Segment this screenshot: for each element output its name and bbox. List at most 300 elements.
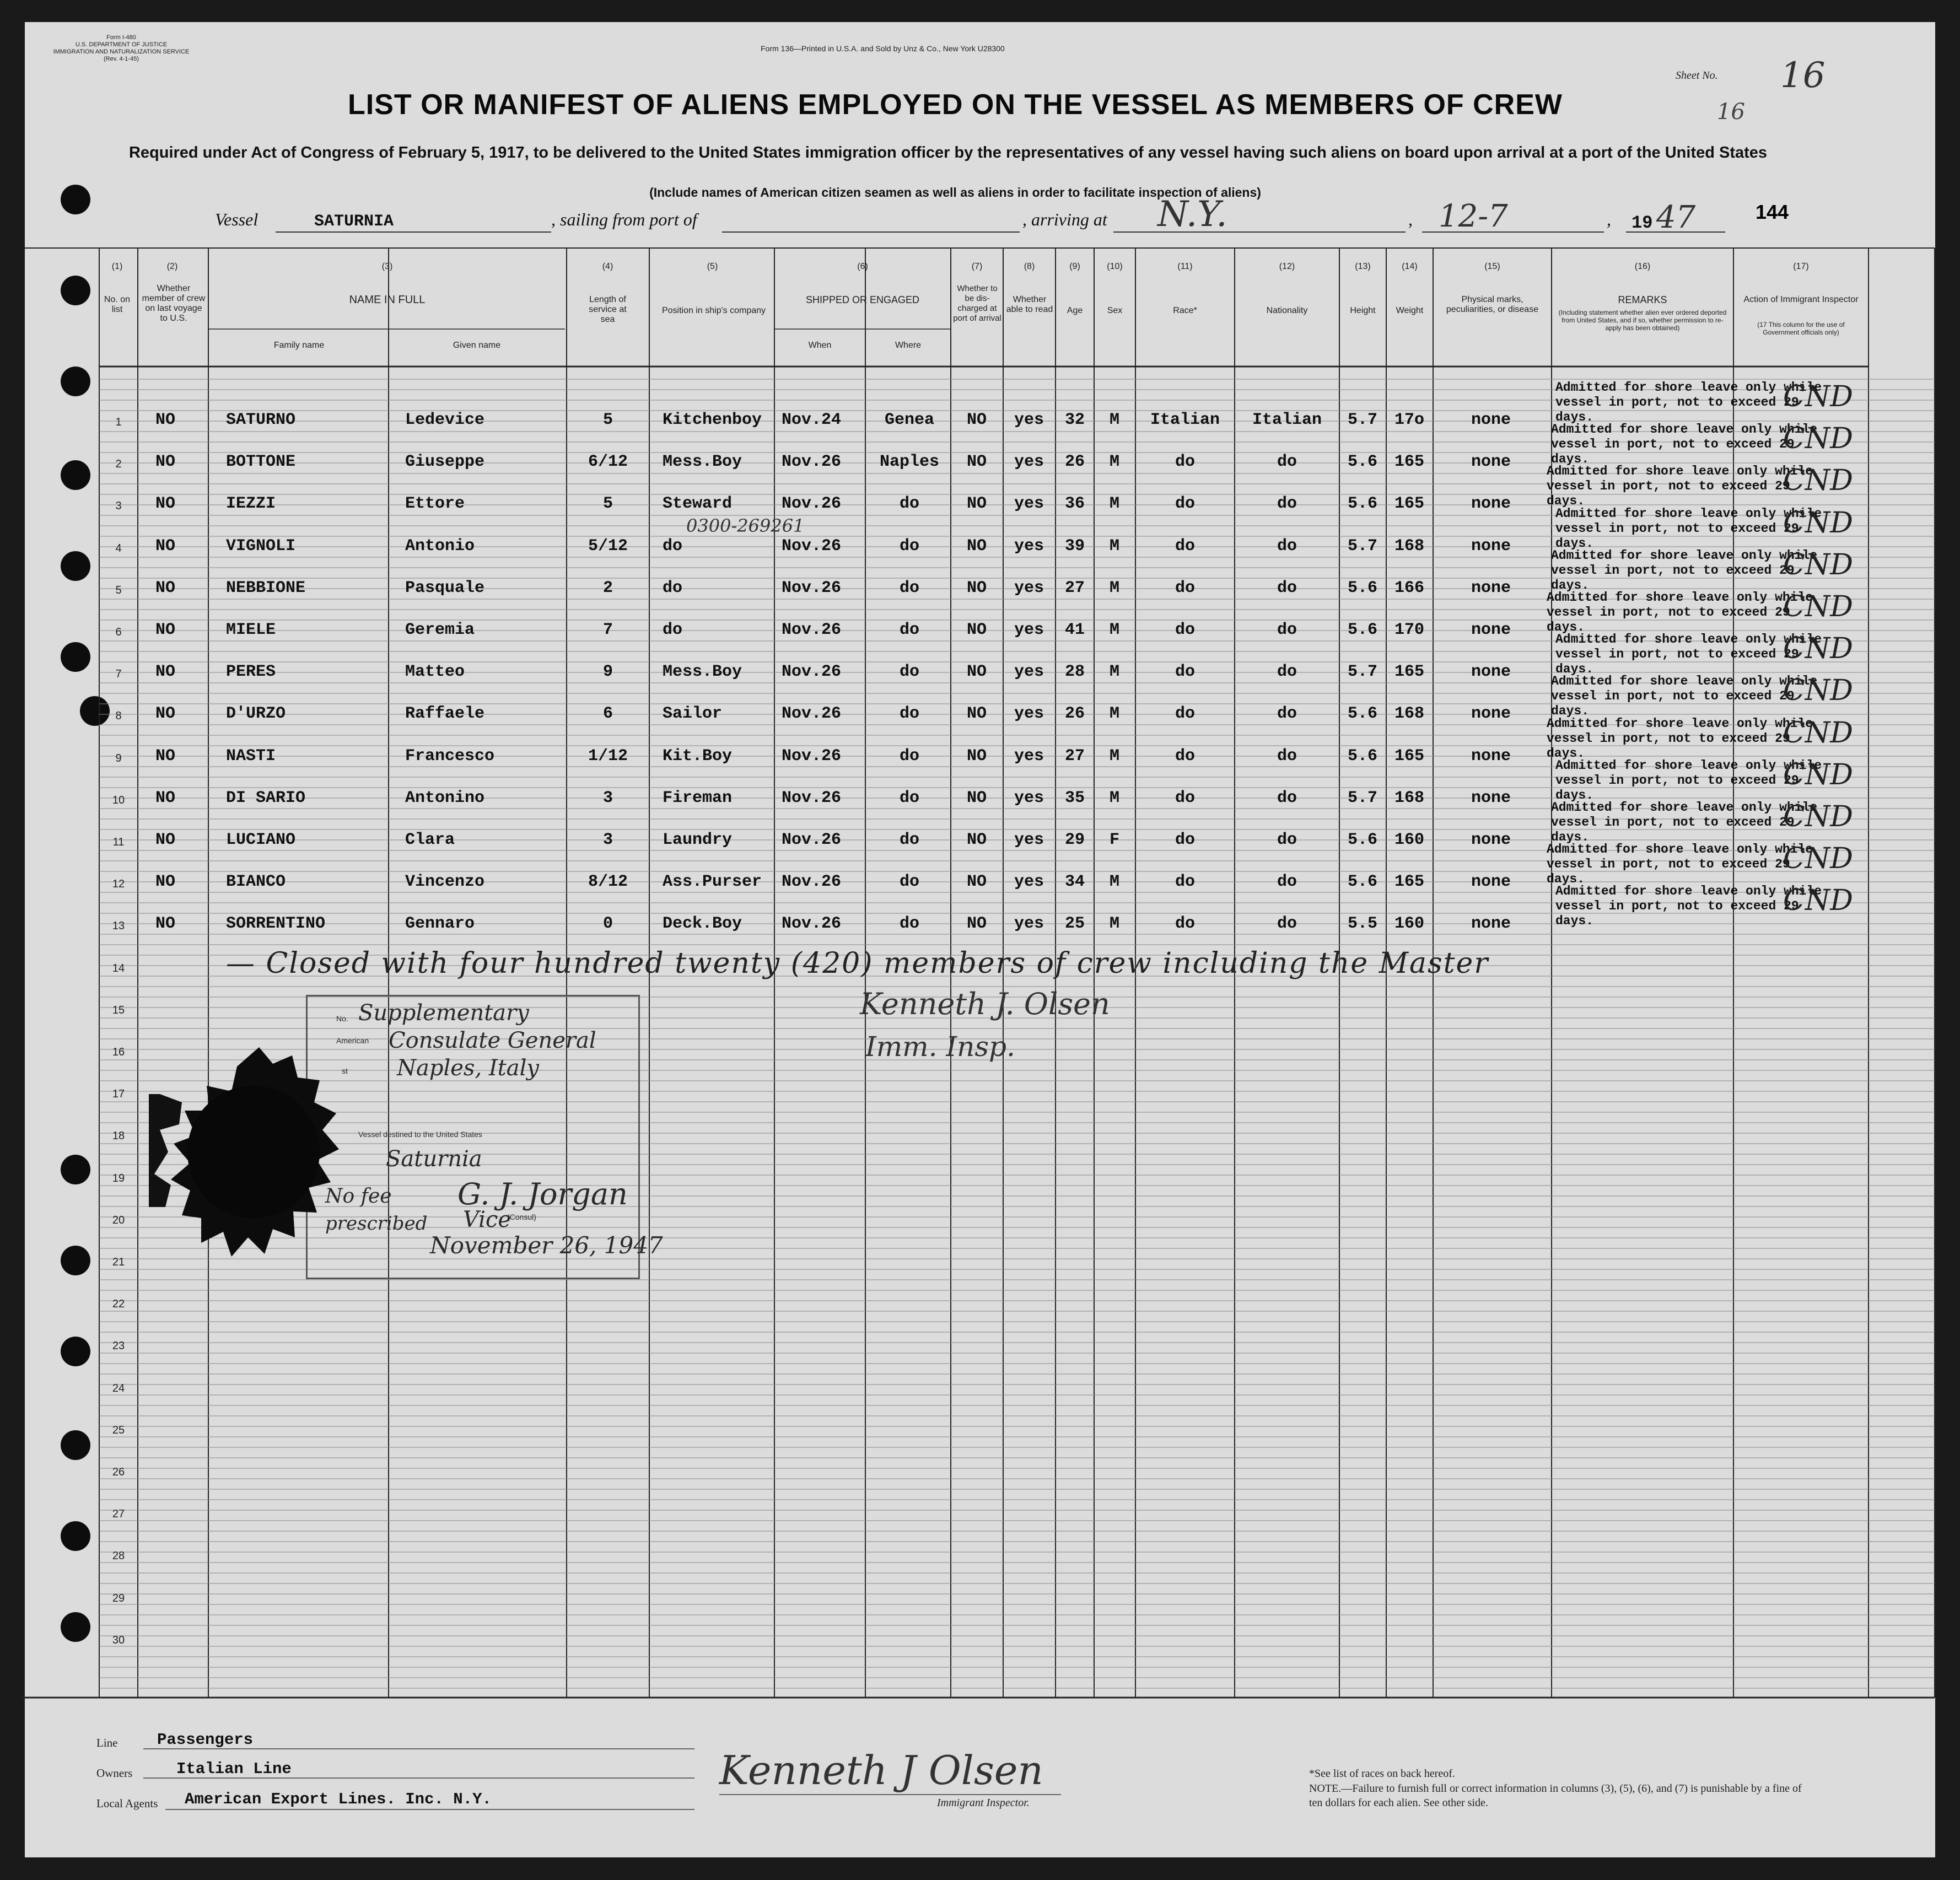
cell-position: Kit.Boy (663, 746, 733, 766)
cell-nationality: do (1277, 746, 1297, 766)
cell-weight: 165 (1394, 453, 1424, 472)
cell-crew: NO (155, 662, 175, 682)
cell-position: do (663, 536, 683, 556)
cell-family: DI SARIO (226, 788, 306, 807)
cell-race: do (1175, 494, 1195, 514)
cell-when: Nov.26 (782, 621, 842, 639)
col-num-15: (15) (1484, 262, 1500, 271)
sailing-label: , sailing from port of (551, 209, 697, 229)
cell-race: do (1175, 831, 1195, 849)
cell-height: 5.7 (1347, 536, 1377, 556)
cell-discharge: NO (966, 578, 987, 597)
cell-discharge: NO (966, 872, 987, 892)
footer-line-label: Line (96, 1736, 118, 1749)
stamp-small-st: st (342, 1066, 348, 1075)
cell-remarks: Admitted for shore leave only while vessel in port, not to exceed 29 days. (1547, 464, 1813, 509)
cell-when: Nov.26 (782, 831, 842, 849)
cell-read: yes (1014, 704, 1044, 724)
cell-discharge: NO (966, 494, 987, 514)
cell-sex: M (1109, 704, 1119, 724)
cell-height: 5.7 (1347, 788, 1377, 807)
cell-height: 5.6 (1347, 831, 1377, 849)
cell-discharge: NO (966, 621, 987, 639)
cell-discharge: NO (966, 831, 987, 849)
cell-remarks: Admitted for shore leave only while vessel in port, not to exceed 29 days. (1547, 590, 1813, 634)
row-number: 3 (115, 500, 122, 513)
cell-height: 5.7 (1347, 411, 1377, 429)
cell-race: do (1175, 536, 1195, 556)
cell-given: Antonio (405, 536, 475, 556)
cell-where: Genea (884, 411, 934, 429)
cell-weight: 170 (1394, 621, 1424, 639)
cell-crew: NO (155, 914, 175, 934)
cell-where: do (899, 914, 919, 934)
cell-read: yes (1014, 914, 1044, 934)
cell-height: 5.6 (1347, 704, 1377, 724)
cell-nationality: do (1277, 621, 1297, 639)
cell-when: Nov.26 (782, 914, 842, 934)
cell-nationality: Italian (1252, 411, 1322, 429)
cell-where: do (899, 704, 919, 724)
stamp-small-american: American (336, 1036, 369, 1045)
cell-remarks: Admitted for shore leave only while vessel in port, not to exceed 29 days. (1547, 842, 1813, 887)
col-header-height: Height (1350, 306, 1376, 315)
col-header-when: When (808, 341, 832, 350)
col-num-13: (13) (1355, 262, 1371, 271)
row-number: 9 (115, 752, 122, 764)
cell-crew: NO (155, 411, 175, 429)
year-prefix: 19 (1631, 213, 1653, 233)
cell-height: 5.6 (1347, 453, 1377, 472)
cell-crew: NO (155, 453, 175, 472)
row-number: 15 (112, 1004, 125, 1016)
row-number: 2 (115, 458, 122, 471)
sheet-label: Sheet No. (1676, 69, 1718, 82)
cell-service: 1/12 (588, 746, 628, 766)
col-num-3: (3) (381, 262, 393, 271)
cell-remarks: Admitted for shore leave only while vessel in port, not to exceed 29 days. (1555, 506, 1822, 551)
cell-family: SATURNO (226, 411, 296, 429)
cell-given: Raffaele (405, 704, 485, 724)
cell-position: Mess.Boy (663, 662, 742, 682)
arriving-port: N.Y. (1157, 194, 1227, 235)
row-number: 20 (112, 1214, 125, 1226)
col-num-1: (1) (111, 262, 123, 271)
col-num-12: (12) (1279, 262, 1295, 271)
footer-agents-value: American Export Lines. Inc. N.Y. (185, 1790, 492, 1808)
cell-race: do (1175, 872, 1195, 892)
footer-owners-label: Owners (96, 1766, 133, 1780)
col-header-shipped: SHIPPED OR ENGAGED (805, 294, 920, 305)
cell-marks: none (1471, 914, 1511, 934)
cell-given: Antonino (405, 788, 485, 807)
cell-where: do (899, 578, 919, 597)
cell-weight: 168 (1394, 788, 1424, 807)
cell-nationality: do (1277, 453, 1297, 472)
cell-action-initials: CND (1783, 590, 1853, 623)
cell-nationality: do (1277, 788, 1297, 807)
cell-service: 6 (602, 704, 613, 724)
cell-weight: 168 (1394, 704, 1424, 724)
cell-nationality: do (1277, 831, 1297, 849)
col-num-11: (11) (1177, 262, 1193, 271)
cell-remarks: Admitted for shore leave only while vessel in port, not to exceed 29 days. (1555, 884, 1822, 929)
col-header-remarks: REMARKS (1618, 294, 1667, 305)
cell-service: 6/12 (588, 453, 628, 472)
cell-crew: NO (155, 746, 175, 766)
inspector-signature: Kenneth J. Olsen (860, 987, 1110, 1021)
cell-height: 5.6 (1347, 578, 1377, 597)
col-header-no: No. on list (104, 295, 131, 314)
cell-weight: 168 (1394, 536, 1424, 556)
cell-service: 2 (602, 578, 613, 597)
cell-read: yes (1014, 831, 1044, 849)
cell-when: Nov.26 (782, 536, 842, 556)
cell-position: do (663, 578, 683, 597)
stamp-number: 144 (1756, 201, 1789, 223)
wax-seal (149, 1042, 347, 1284)
cell-crew: NO (155, 872, 175, 892)
footer-signature: Kenneth J Olsen (719, 1747, 1043, 1793)
cell-given: Francesco (405, 746, 495, 766)
cell-nationality: do (1277, 494, 1297, 514)
stamp-city: Naples, Italy (397, 1055, 539, 1081)
cell-given: Ledevice (405, 411, 485, 429)
cell-family: NASTI (226, 746, 276, 766)
stamp-vice: Vice (463, 1207, 511, 1232)
cell-age: 39 (1064, 536, 1085, 556)
cell-action-initials: CND (1783, 464, 1853, 498)
cell-sex: M (1109, 494, 1119, 514)
cell-weight: 165 (1394, 662, 1424, 682)
cell-age: 27 (1064, 578, 1085, 597)
penalty-note: NOTE.—Failure to furnish full or correct information in columns (3), (5), (6), and (7) is punishable by a fine of ten dollars for each alien. See other side. (1309, 1782, 1802, 1809)
cell-sex: F (1109, 831, 1119, 849)
row-number: 23 (112, 1340, 125, 1353)
cell-marks: none (1471, 578, 1511, 597)
cell-family: MIELE (226, 621, 276, 639)
year-suffix: 47 (1656, 200, 1696, 235)
cell-where: do (899, 662, 919, 682)
col-header-remarks-sub: (Including statement whether alien ever ordered deported from United States, and if so, whether permission to re-apply has been obtained) (1558, 309, 1727, 332)
cell-where: do (899, 788, 919, 807)
cell-age: 26 (1064, 453, 1085, 472)
cell-position: Deck.Boy (663, 914, 742, 934)
cell-action-initials: CND (1783, 758, 1853, 791)
cell-marks: none (1471, 494, 1511, 514)
cell-age: 26 (1064, 704, 1085, 724)
row-number: 6 (115, 626, 122, 638)
cell-age: 36 (1064, 494, 1085, 514)
cell-weight: 165 (1394, 494, 1424, 514)
cell-family: PERES (226, 662, 276, 682)
cell-race: do (1175, 453, 1195, 472)
cell-marks: none (1471, 453, 1511, 472)
cell-weight: 160 (1394, 914, 1424, 934)
cell-position: Steward (663, 494, 733, 514)
cell-race: do (1175, 662, 1195, 682)
row-number: 30 (112, 1634, 125, 1646)
row-number: 22 (112, 1298, 125, 1311)
row-number: 16 (112, 1046, 125, 1058)
col-header-weight: Weight (1396, 306, 1424, 315)
cell-position: Sailor (663, 704, 723, 724)
row-number: 8 (115, 710, 122, 723)
cell-when: Nov.26 (782, 662, 842, 682)
cell-family: IEZZI (226, 494, 276, 514)
cell-discharge: NO (966, 704, 987, 724)
stamp-signature: G. J. Jorgan (457, 1177, 628, 1211)
col-header-service: Length of service at sea (589, 295, 627, 324)
cell-age: 29 (1064, 831, 1085, 849)
cell-discharge: NO (966, 662, 987, 682)
cell-nationality: do (1277, 536, 1297, 556)
cell-remarks: Admitted for shore leave only while vessel in port, not to exceed 29 days. (1555, 758, 1822, 802)
cell-crew: NO (155, 621, 175, 639)
cell-remarks: Admitted for shore leave only while vessel in port, not to exceed 29 days. (1551, 548, 1818, 592)
document-title: LIST OR MANIFEST OF ALIENS EMPLOYED ON THE VESSEL AS MEMBERS OF CREW (348, 89, 1563, 121)
cell-height: 5.6 (1347, 621, 1377, 639)
cell-read: yes (1014, 411, 1044, 429)
stamp-vessel: Saturnia (386, 1146, 482, 1172)
cell-family: VIGNOLI (226, 536, 296, 556)
cell-height: 5.6 (1347, 872, 1377, 892)
col-header-age: Age (1067, 306, 1083, 315)
cell-crew: NO (155, 494, 175, 514)
cell-crew: NO (155, 831, 175, 849)
row-number: 17 (112, 1088, 125, 1101)
cell-age: 35 (1064, 788, 1085, 807)
cell-crew: NO (155, 578, 175, 597)
cell-nationality: do (1277, 704, 1297, 724)
col-header-crew: Whether member of crew on last voyage to U.S. (142, 284, 206, 323)
cell-service: 7 (602, 621, 613, 639)
cell-read: yes (1014, 788, 1044, 807)
cell-read: yes (1014, 621, 1044, 639)
cell-given: Clara (405, 831, 455, 849)
cell-weight: 17o (1394, 411, 1424, 429)
col-header-race: Race* (1173, 306, 1197, 315)
arriving-label: , arriving at (1022, 209, 1107, 229)
cell-crew: NO (155, 704, 175, 724)
cell-height: 5.6 (1347, 494, 1377, 514)
row-number: 4 (115, 542, 122, 554)
cell-action-initials: CND (1783, 632, 1853, 666)
cell-remarks: Admitted for shore leave only while vessel in port, not to exceed 29 days. (1547, 716, 1813, 761)
col-header-read: Whether able to read (1006, 295, 1053, 314)
col-num-4: (4) (602, 262, 613, 271)
footer-agents-label: Local Agents (96, 1797, 158, 1810)
col-header-sex: Sex (1107, 306, 1123, 315)
cell-given: Pasquale (405, 578, 485, 597)
cell-given: Vincenzo (405, 872, 485, 892)
cell-remarks: Admitted for shore leave only while vessel in port, not to exceed 29 days. (1551, 674, 1818, 719)
row-number: 25 (112, 1424, 125, 1436)
cell-race: do (1175, 578, 1195, 597)
cell-read: yes (1014, 494, 1044, 514)
cell-marks: none (1471, 621, 1511, 639)
cell-where: do (899, 872, 919, 892)
cell-given: Ettore (405, 494, 465, 514)
cell-action-initials: CND (1783, 842, 1853, 876)
cell-family: SORRENTINO (226, 914, 326, 934)
cell-marks: none (1471, 536, 1511, 556)
cell-sex: M (1109, 662, 1119, 682)
handwritten-number: 0300-269261 (686, 515, 805, 536)
col-num-2: (2) (166, 262, 178, 271)
col-num-5: (5) (707, 262, 718, 271)
cell-sex: M (1109, 621, 1119, 639)
races-note: *See list of races on back hereof. (1309, 1768, 1455, 1780)
row-number: 5 (115, 584, 122, 596)
col-num-14: (14) (1402, 262, 1418, 271)
cell-age: 25 (1064, 914, 1085, 934)
cell-where: do (899, 621, 919, 639)
row-number: 14 (112, 962, 125, 974)
cell-when: Nov.24 (782, 411, 842, 429)
stamp-no-fee: No fee (325, 1185, 392, 1208)
cell-read: yes (1014, 872, 1044, 892)
row-number: 1 (115, 416, 122, 428)
cell-sex: M (1109, 411, 1119, 429)
cell-given: Giuseppe (405, 453, 485, 472)
cell-weight: 165 (1394, 872, 1424, 892)
col-num-9: (9) (1069, 262, 1080, 271)
cell-family: D'URZO (226, 704, 286, 724)
vessel-name: SATURNIA (314, 212, 394, 231)
cell-action-initials: CND (1783, 716, 1853, 750)
col-header-family: Family name (273, 341, 325, 350)
row-number: 19 (112, 1172, 125, 1184)
cell-where: Naples (879, 453, 940, 472)
cell-height: 5.6 (1347, 746, 1377, 766)
cell-service: 5 (602, 411, 613, 429)
cell-service: 5/12 (588, 536, 628, 556)
col-num-16: (16) (1634, 262, 1651, 271)
document-subtitle: Required under Act of Congress of February 5, 1917, to be delivered to the United States immigration officer by the representatives of any vessel having such aliens on board upon arrival at a port of the United States (128, 144, 1768, 161)
cell-where: do (899, 831, 919, 849)
cell-read: yes (1014, 746, 1044, 766)
cell-action-initials: CND (1783, 422, 1853, 456)
cell-height: 5.7 (1347, 662, 1377, 682)
row-number: 7 (115, 668, 122, 681)
cell-position: Mess.Boy (663, 453, 742, 472)
cell-remarks: Admitted for shore leave only while vessel in port, not to exceed 29 days. (1555, 380, 1822, 424)
row-number: 12 (112, 878, 125, 891)
cell-sex: M (1109, 536, 1119, 556)
stamp-supplementary: Supplementary (358, 1000, 529, 1026)
col-header-name: NAME IN FULL (349, 294, 426, 306)
cell-discharge: NO (966, 746, 987, 766)
cell-service: 8/12 (588, 872, 628, 892)
stamp-consulate: Consulate General (389, 1028, 596, 1053)
col-header-marks: Physical marks, peculiarities, or disease (1446, 295, 1539, 314)
row-number: 13 (112, 920, 125, 933)
footer-owners-value: Italian Line (176, 1760, 292, 1778)
sheet-number-sub: 16 (1717, 99, 1745, 125)
cell-marks: none (1471, 411, 1511, 429)
col-num-17: (17) (1793, 262, 1809, 271)
cell-nationality: do (1277, 662, 1297, 682)
cell-given: Geremia (405, 621, 475, 639)
cell-discharge: NO (966, 788, 987, 807)
cell-marks: none (1471, 788, 1511, 807)
cell-marks: none (1471, 872, 1511, 892)
cell-crew: NO (155, 788, 175, 807)
cell-position: Fireman (663, 788, 733, 807)
cell-position: do (663, 621, 683, 639)
cell-race: do (1175, 788, 1195, 807)
cell-when: Nov.26 (782, 788, 842, 807)
cell-action-initials: CND (1783, 380, 1853, 413)
cell-action-initials: CND (1783, 884, 1853, 918)
cell-service: 5 (602, 494, 613, 514)
col-num-7: (7) (971, 262, 983, 271)
cell-sex: M (1109, 914, 1119, 934)
cell-race: do (1175, 914, 1195, 934)
cell-age: 34 (1064, 872, 1085, 892)
cell-marks: none (1471, 831, 1511, 849)
row-number: 21 (112, 1256, 125, 1268)
cell-marks: none (1471, 704, 1511, 724)
row-number: 11 (112, 836, 125, 848)
cell-read: yes (1014, 453, 1044, 472)
cell-read: yes (1014, 578, 1044, 597)
sheet-number: 16 (1780, 55, 1826, 96)
cell-family: BIANCO (226, 872, 286, 892)
row-number: 18 (112, 1130, 125, 1143)
stamp-date: November 26, 1947 (430, 1232, 663, 1259)
stamp-small-vessel: Vessel destined to the United States (358, 1130, 482, 1139)
cell-position: Laundry (663, 831, 733, 849)
cell-race: do (1175, 704, 1195, 724)
cell-action-initials: CND (1783, 506, 1853, 540)
cell-remarks: Admitted for shore leave only while vessel in port, not to exceed 29 days. (1551, 422, 1818, 467)
col-num-6: (6) (857, 262, 868, 271)
row-number: 28 (112, 1550, 125, 1563)
cell-discharge: NO (966, 411, 987, 429)
row-number: 29 (112, 1592, 125, 1604)
cell-family: BOTTONE (226, 453, 296, 472)
cell-height: 5.5 (1347, 914, 1377, 934)
form-identifier: Form I-480 U.S. DEPARTMENT OF JUSTICE IMMIGRATION AND NATURALIZATION SERVICE (Rev. 4-1-45) (53, 34, 190, 62)
cell-when: Nov.26 (782, 578, 842, 597)
cell-when: Nov.26 (782, 746, 842, 766)
cell-nationality: do (1277, 872, 1297, 892)
cell-read: yes (1014, 536, 1044, 556)
cell-remarks: Admitted for shore leave only while vessel in port, not to exceed 29 days. (1551, 800, 1818, 844)
cell-given: Gennaro (405, 914, 475, 934)
cell-family: NEBBIONE (226, 578, 306, 597)
cell-service: 0 (602, 914, 613, 934)
col-header-discharge: Whether to be dis-charged at port of arrival (953, 284, 1001, 323)
cell-when: Nov.26 (782, 494, 842, 514)
inspector-title: Imm. Insp. (865, 1031, 1015, 1063)
cell-where: do (899, 536, 919, 556)
row-number: 24 (112, 1382, 125, 1394)
cell-sex: M (1109, 872, 1119, 892)
cell-when: Nov.26 (782, 872, 842, 892)
cell-sex: M (1109, 746, 1119, 766)
col-header-nationality: Nationality (1266, 306, 1308, 315)
cell-action-initials: CND (1783, 674, 1853, 708)
cell-when: Nov.26 (782, 704, 842, 724)
cell-action-initials: CND (1783, 800, 1853, 833)
cell-action-initials: CND (1783, 548, 1853, 581)
cell-weight: 166 (1394, 578, 1424, 597)
footer-inspector-label: Immigrant Inspector. (937, 1797, 1030, 1809)
cell-discharge: NO (966, 536, 987, 556)
